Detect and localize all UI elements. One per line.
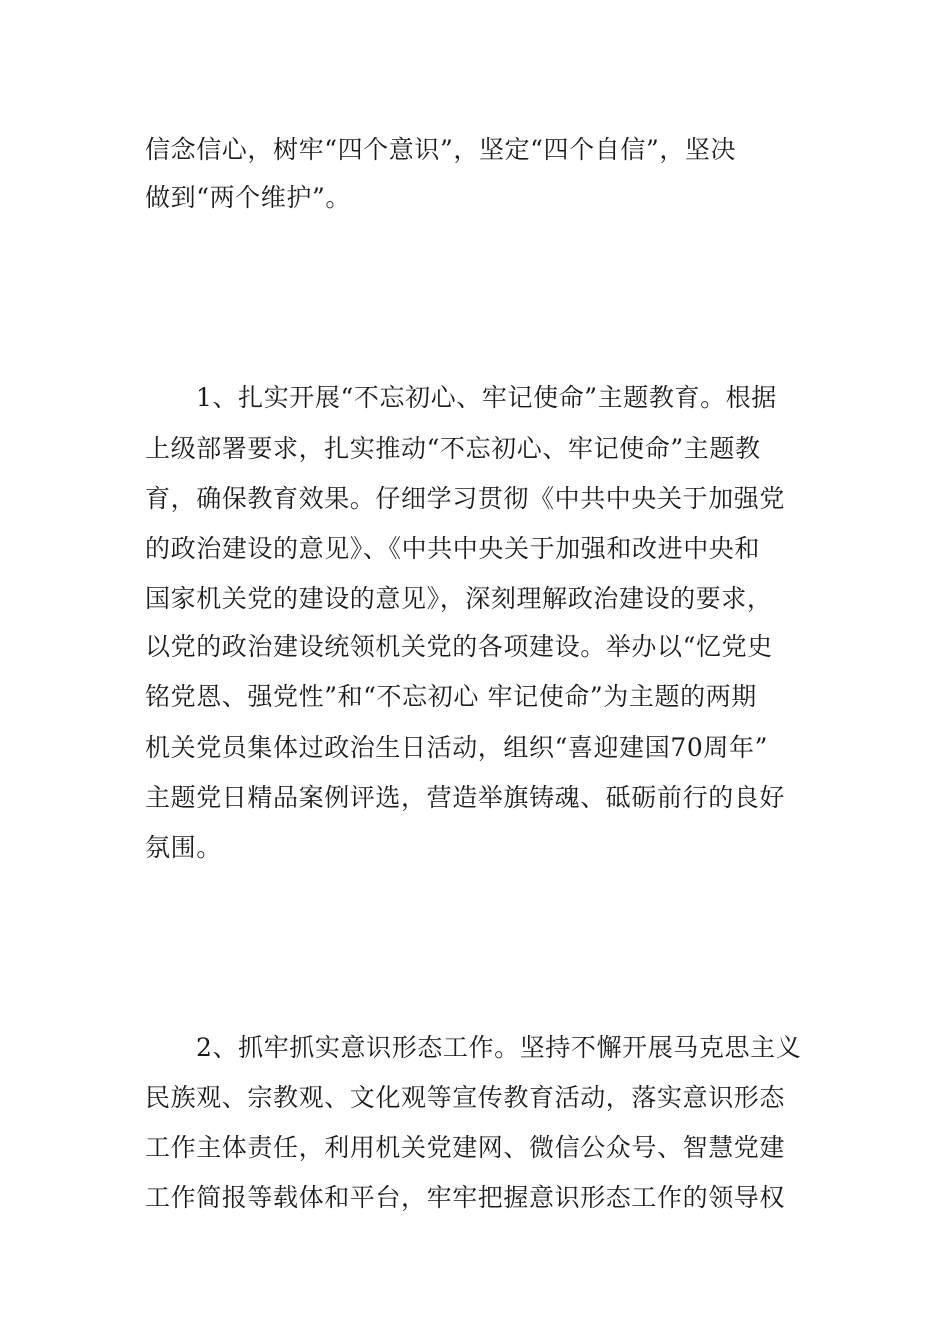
text-line: 的政治建设的意见》、《中共中央关于加强和改进中央和: [145, 534, 761, 563]
text-line: 2、抓牢抓实意识形态工作。坚持不懈开展马克思主义: [196, 1033, 802, 1062]
text-line: 氛围。: [145, 833, 222, 862]
text-line: 信念信心，树牢“四个意识”，坚定“四个自信”，坚决: [145, 135, 737, 164]
text-line: 国家机关党的建设的意见》，深刻理解政治建设的要求，: [145, 584, 773, 613]
text-line: 工作简报等载体和平台，牢牢把握意识形态工作的领导权: [145, 1183, 786, 1212]
text-line: 育，确保教育效果。仔细学习贯彻《中共中央关于加强党: [145, 484, 786, 513]
text-line: 做到“两个维护”。: [145, 183, 351, 212]
text-line: 机关党员集体过政治生日活动，组织“喜迎建国70周年”: [145, 733, 768, 762]
text-line: 工作主体责任，利用机关党建网、微信公众号、智慧党建: [145, 1133, 786, 1162]
text-line: 上级部署要求，扎实推动“不忘初心、牢记使命”主题教: [145, 434, 761, 463]
text-line: 以党的政治建设统领机关党的各项建设。举办以“忆党史: [145, 632, 773, 661]
text-line: 1、扎实开展“不忘初心、牢记使命”主题教育。根据: [196, 383, 777, 412]
text-line: 铭党恩、强党性”和“不忘初心 牢记使命”为主题的两期: [145, 682, 757, 711]
text-line: 主题党日精品案例评选，营造举旗铸魂、砥砺前行的良好: [145, 783, 786, 812]
text-line: 民族观、宗教观、文化观等宣传教育活动，落实意识形态: [145, 1083, 786, 1112]
